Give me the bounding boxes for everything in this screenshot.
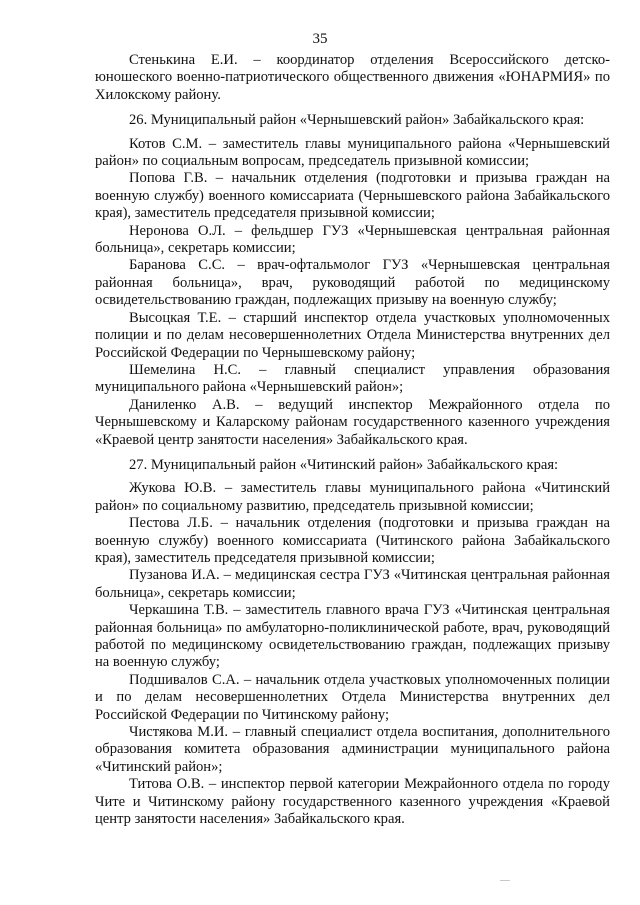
commission-member-paragraph: Жукова Ю.В. – заместитель главы муниципального района «Читинский район» по социальному развитию, председатель призывной комиссии; bbox=[95, 480, 610, 514]
commission-member-paragraph: Чистякова М.И. – главный специалист отдела воспитания, дополнительного образования комитета образования администрации муниципального района «Читинский район»; bbox=[95, 724, 610, 775]
section-heading: 26. Муниципальный район «Чернышевский район» Забайкальского края: bbox=[129, 112, 585, 129]
document-body bbox=[95, 52, 610, 828]
commission-member-paragraph: Высоцкая Т.Е. – старший инспектор отдела участковых уполномоченных полиции и по делам несовершеннолетних Отдела Министерства внутренних дел Российской Федерации по Чернышевскому району; bbox=[95, 309, 610, 361]
commission-member-paragraph: Пузанова И.А. – медицинская сестра ГУЗ «Читинская центральная районная больница», секретарь комиссии; bbox=[95, 567, 610, 601]
commission-member-paragraph: Стенькина Е.И. – координатор отделения Всероссийского детско-юношеского военно-патриотического общественного движения «ЮНАРМИЯ» по Хилокскому району. bbox=[95, 52, 610, 103]
commission-member-paragraph: Даниленко А.В. – ведущий инспектор Межрайонного отдела по Чернышевскому и Каларскому районам государственного казенного учреждения «Краевой центр занятости населения» Забайкальского края. bbox=[95, 396, 610, 448]
commission-member-paragraph: Черкашина Т.В. – заместитель главного врача ГУЗ «Читинская центральная районная больница» по амбулаторно-поликлинической работе, врач, руководящий работой по медицинскому освидетельствованию граждан, подлежащих призыву на военную службу; bbox=[95, 602, 610, 671]
commission-member-paragraph: Неронова О.Л. – фельдшер ГУЗ «Чернышевская центральная районная больница», секретарь комиссии; bbox=[95, 222, 610, 257]
scan-mark bbox=[500, 880, 510, 881]
commission-member-paragraph: Попова Г.В. – начальник отделения (подготовки и призыва граждан на военную службу) военного комиссариата (Чернышевского района Забайкальского края), заместитель председателя призывной комиссии; bbox=[95, 170, 610, 222]
section-heading: 27. Муниципальный район «Читинский район» Забайкальского края: bbox=[129, 456, 559, 473]
commission-member-paragraph: Баранова С.С. – врач-офтальмолог ГУЗ «Чернышевская центральная районная больница», врач, руководящий работой по медицинскому освидетельствованию граждан, подлежащих призыву на военную службу; bbox=[95, 257, 610, 309]
commission-member-paragraph: Титова О.В. – инспектор первой категории Межрайонного отдела по городу Чите и Читинскому району государственного казенного учреждения «Краевой центр занятости населения» Забайкальского края. bbox=[95, 776, 610, 828]
commission-member-paragraph: Подшивалов С.А. – начальник отдела участковых уполномоченных полиции и по делам несовершеннолетних Отдела Министерства внутренних дел Российской Федерации по Читинскому району; bbox=[95, 671, 610, 723]
page-number: 35 bbox=[312, 31, 328, 47]
commission-member-paragraph: Котов С.М. – заместитель главы муниципального района «Чернышевский район» по социальным вопросам, председатель призывной комиссии; bbox=[95, 135, 610, 170]
commission-member-paragraph: Пестова Л.Б. – начальник отделения (подготовки и призыва граждан на военную службу) военного комиссариата (Читинского района Забайкальского края), заместитель председателя призывной комиссии; bbox=[95, 515, 610, 566]
commission-member-paragraph: Шемелина Н.С. – главный специалист управления образования муниципального района «Чернышевский район»; bbox=[95, 361, 610, 396]
